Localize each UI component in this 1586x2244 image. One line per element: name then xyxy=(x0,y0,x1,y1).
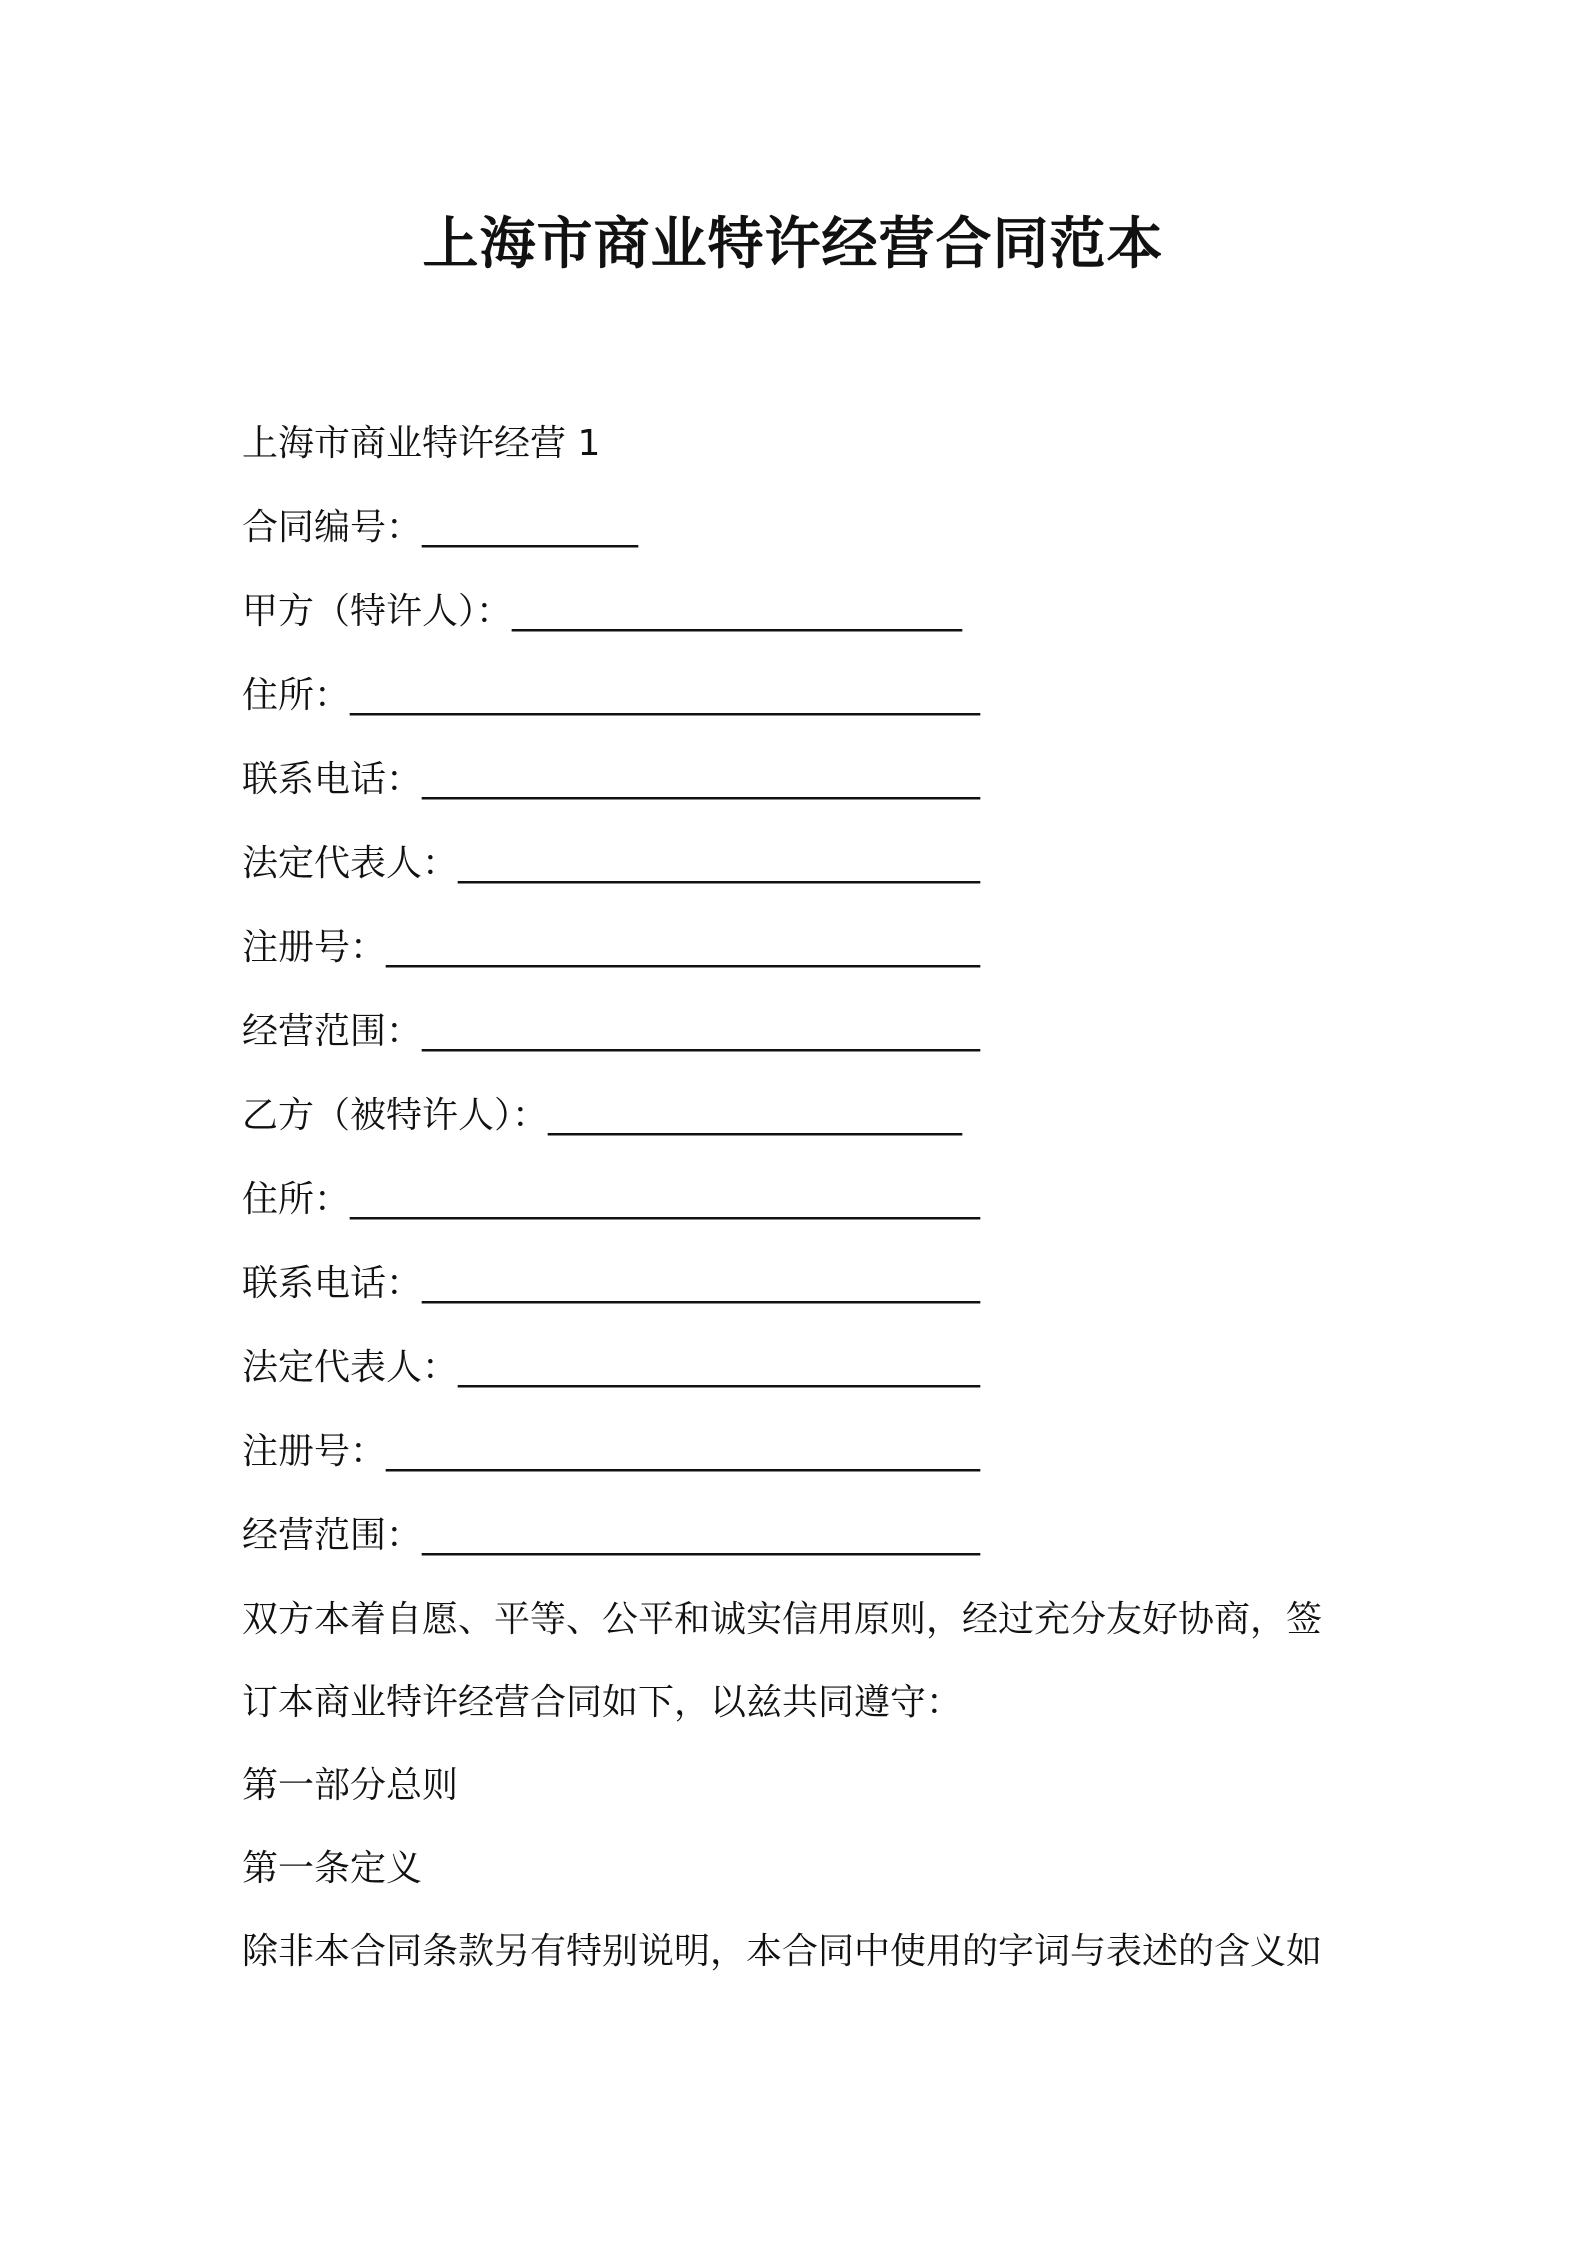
party-a-address-line: 住所：___________________________________ xyxy=(242,675,981,716)
definition-paragraph-line: 除非本合同条款另有特别说明，本合同中使用的字词与表述的含义如 xyxy=(242,1931,1323,1972)
party-a-phone-line: 联系电话：_______________________________ xyxy=(242,759,981,800)
preamble-line-2: 订本商业特许经营合同如下，以兹共同遵守： xyxy=(242,1682,963,1723)
part-one-heading: 第一部分总则 xyxy=(242,1765,459,1806)
party-b-phone-line: 联系电话：_______________________________ xyxy=(242,1263,981,1304)
preamble-line-1: 双方本着自愿、平等、公平和诚实信用原则，经过充分友好协商，签 xyxy=(242,1599,1323,1640)
party-b-registration-line: 注册号：_________________________________ xyxy=(242,1431,981,1472)
party-a-legal-rep-line: 法定代表人：_____________________________ xyxy=(242,843,981,884)
subtitle-line: 上海市商业特许经营 1 xyxy=(242,423,601,464)
contract-number-line: 合同编号：____________ xyxy=(242,507,639,548)
party-b-line: 乙方（被特许人）：_______________________ xyxy=(242,1095,963,1136)
party-a-registration-line: 注册号：_________________________________ xyxy=(242,927,981,968)
document-title: 上海市商业特许经营合同范本 xyxy=(422,212,1164,277)
party-b-legal-rep-line: 法定代表人：_____________________________ xyxy=(242,1347,981,1388)
party-b-business-scope-line: 经营范围：_______________________________ xyxy=(242,1515,981,1556)
document-body xyxy=(242,402,1362,1993)
party-a-business-scope-line: 经营范围：_______________________________ xyxy=(242,1011,981,1052)
party-a-line: 甲方（特许人）：_________________________ xyxy=(242,591,963,632)
party-b-address-line: 住所：___________________________________ xyxy=(242,1179,981,1220)
article-one-heading: 第一条定义 xyxy=(242,1848,423,1889)
